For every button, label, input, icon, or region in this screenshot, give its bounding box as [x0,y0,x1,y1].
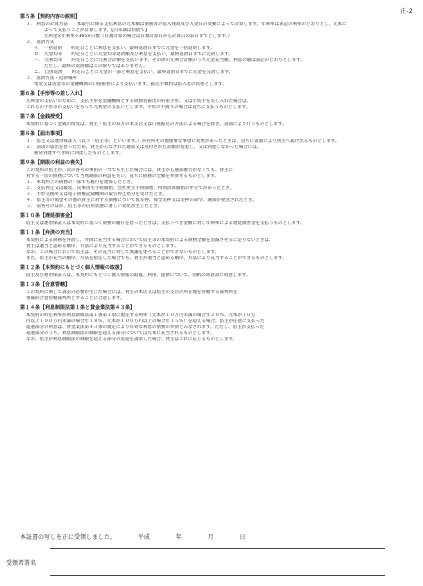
contract-section [20,305,412,343]
section-line: 借主又は連帯保証人は本契約に基づく債務の履行を怠ったときは、支払うべき金額に対し年利率による遅延損害金を支払うものとします。 [26,221,305,226]
section-line: この契約に関して訴訟の必要が生じた場合には、貸主の本店又は借主の支店の所在地を管轄する裁判所を [26,290,238,295]
contract-section [20,213,412,227]
section-line: 超過部分のうち、利息制限法の制限を超える部分については元本に充当されるものとします。 [26,331,215,336]
contract-body [20,14,412,346]
section-title: 第５条【契約内容の説明】 [20,14,81,20]
section-title: 第１１条【弁済の充当】 [20,230,76,236]
contract-section [20,91,412,111]
contract-section [20,265,412,279]
section-line: 対する一切の債務について当然期限の利益を失い、直ちに債務の全額を弁済するものとします。 [26,174,220,179]
section-line: 集金又は送金等の金融機関の口座振替により支払います。振込手数料は借入者の負担とします。 [34,82,227,87]
section-line: ニ． 自由返済 約定日ごとに元金の一部と利息を支払い、最終返済日までに元金を完済します。 [34,70,234,75]
contract-section [20,160,412,210]
section-line: 専属的合意管轄裁判所とすることに合意します。 [26,296,125,301]
receipt-statement [20,532,245,541]
section-line: 貸主は適当と認める順序、方法により充当することができるものとします。 [26,244,179,249]
section-line: ハ． 元利均等 約定日ごとに元利合計額を支払います。その際の元利合計額のうち元金充当額、利息の額は表記のとおりとします。 [34,58,305,63]
section-line: また、借主が充当の順序、方法を指定した場合でも、貸主が適当と認める順序、方法により充当することができるものとします。 [26,256,287,261]
section-line: ただし、最終の返済額はこの限りではありません。 [44,64,148,69]
section-line: ２． 返済方式 [26,40,55,45]
contract-section [20,282,412,302]
section-line: ３． 手形交換所又は電子債権記録機関の取引停止処分を受けたとき。 [26,192,167,197]
section-title: 第６条【手形等の差し入れ】 [20,91,86,97]
section-line: ２． 支払停止又は破産、民事再生手続開始、会社更生手続開始、特別清算開始の申立てがあったとき。 [26,186,235,191]
section-line: 本契約による債務を弁済し、弁済に充当する場合において借主等の本契約による債務全額を消滅させるに足りないときは、 [26,238,274,243]
section-title: 第１２条【本契約にもとづく個人情報の取扱】 [20,265,125,271]
receipt-text: 本証書の写しを正に受領しました。 [20,534,117,541]
section-title: 第１３条【合意管轄】 [20,282,71,288]
section-line: １． 借主又は連帯保証人（以下「借主等」といいます。）が住所その他重要な事項に変更があったときは、直ちに書面により貸主へ届け出るものとします。 [26,139,340,144]
section-line: なお、借主が利息制限法の制限を超える部分の返還を請求した場合、貸主はこれに応じるものとします。 [26,337,238,342]
section-line: この契約の借主が、次の各号の事由の一つでも生じた場合には、貸主から通知催告がなくても、貸主に [26,168,233,173]
section-line: これらの手形等の支払いをもって元利金の支払いとします。手形の不渡りの場合は直ちに支払うものとします。 [26,105,251,110]
section-line: 通常到達すべき時に到達したものとします。 [34,151,124,156]
page-id: 正-2 [400,8,413,15]
section-line: 本契約の約定利率が利息制限法第１条第１項に規定する利率（元本が１０万円未満の場合年２０％、元本が１０万 [26,313,256,318]
section-line: １． 本契約上の債務の一部でも履行を遅滞したとき。 [26,180,136,185]
month-label: 月 [207,534,214,541]
signature-line[interactable] [50,548,385,549]
section-title: 第７条【金銭授受】 [20,114,66,120]
section-title: 第１４条【利息制限法第１条と貸金業法第４３条】 [20,305,136,311]
section-line: 超過部分の利息は、貸金業法第４３条の規定により有効な利息の債務の弁済とみなされます。ただし、借主が支払った [26,325,265,330]
section-line: 元利金×年利率÷365×日数（日割計算の場合は日割計算日から計算日の前日までとします。） [44,34,233,39]
section-line: 本契約に基づく金銭の授受は、貸主・借主の双方の本支店又は口座振込の方法による場合を除き、書面により行うものとします。 [26,122,287,127]
section-title: 第８条【届出事項】 [20,131,66,137]
section-line: 借主及び連帯保証人は、本契約にもとづく個人情報の取扱、利用、提供について、別紙の同意書に同意します。 [26,273,251,278]
section-line: 元利金の支払いのために、支払手形を金融機関とする債務者振出の約束手形、又は小切手を差し入れた場合は、 [26,99,251,104]
section-line: 円以上１００万円未満の場合年１８％、元本が１００万円以上の場合年１５％）を超える場合、借主が任意に支払った [26,319,265,324]
signature-line-2[interactable] [50,575,385,576]
contract-section [20,114,412,128]
contract-section [20,131,412,157]
contract-section [20,14,412,88]
signature-label: 受領者署名 [6,560,37,567]
section-line: ロ． 元金均等 約定日ごとに元金均等返済額及び利息を支払い、最終返済日までに完済します。 [34,52,233,57]
section-title: 第１０条【遅延損害金】 [20,213,76,219]
section-line: ５． 前各号のほか、借主等の信用状態に著しい変化が生じたとき。 [26,204,163,209]
section-line: なお、この場合において借主は、その充当に対して異議を述べることができないものとします。 [26,250,220,255]
section-line: １． 利息の計算方法 本取引に係る支払利息の元本額は債務者の借入残高及び入金日の変動によって計算します。年利率は表記の利率のとおりとし、元本に [26,22,347,27]
day-label: 日 [239,534,246,541]
section-line: ２． 前項の届出を怠ったため、貸主からなされた通知又は送付された書類が延着し、又は到達しなかった場合には、 [26,145,262,150]
year-label: 年 [175,534,182,541]
era-label: 平成 [137,534,150,541]
section-line: よって支払うことが計算します。【円未満は切捨て】 [44,28,150,33]
section-line: ４． 借主等の預金その他の貸主に対する債権について仮差押、保全差押又は差押の命令、通知が発送されたとき。 [26,198,257,203]
section-line: イ． 一括返済 約定日ごとに利息を支払い、最終返済日までに元金を一括返済します。 [34,46,215,51]
contract-section [20,230,412,262]
section-title: 第９条【期限の利益の喪失】 [20,160,86,166]
section-line: ３． 返済方法・返済場所 [26,76,77,81]
